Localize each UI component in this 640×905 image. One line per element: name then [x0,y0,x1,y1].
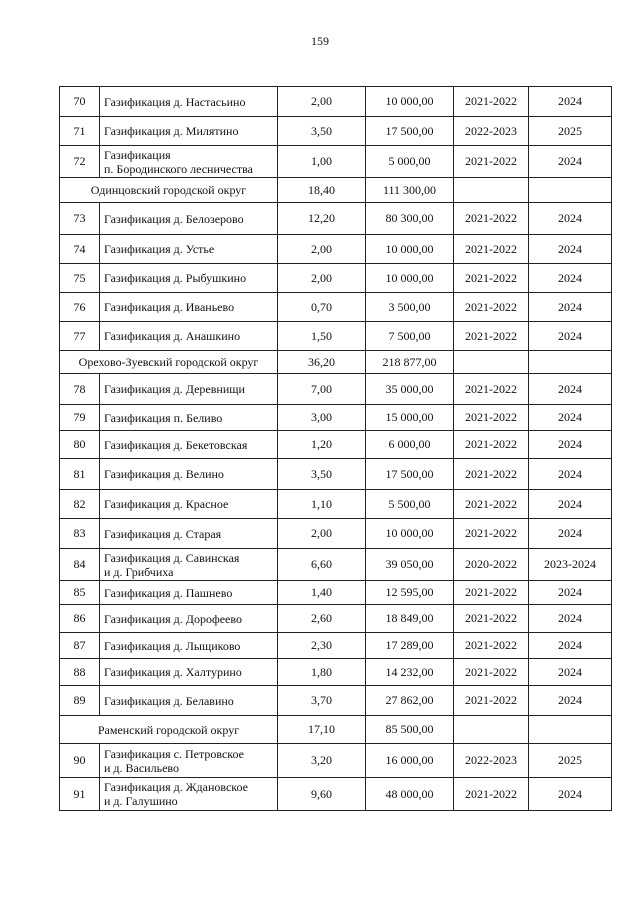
completion-year: 2024 [529,605,612,633]
empty-cell [454,716,529,744]
object-name: Газификация д. Деревнищи [100,374,278,405]
completion-year: 2024 [529,203,612,235]
district-length: 18,40 [278,178,366,203]
cost-value: 10 000,00 [366,87,454,117]
cost-value: 6 000,00 [366,431,454,459]
row-number: 77 [60,322,100,351]
design-period: 2021-2022 [454,322,529,351]
row-number: 76 [60,293,100,322]
length-value: 2,00 [278,519,366,549]
completion-year: 2024 [529,581,612,605]
completion-year: 2024 [529,490,612,519]
cost-value: 7 500,00 [366,322,454,351]
design-period: 2021-2022 [454,490,529,519]
row-number: 90 [60,744,100,778]
completion-year: 2024 [529,459,612,490]
object-name: Газификация д. Старая [100,519,278,549]
row-number: 74 [60,235,100,264]
row-number: 88 [60,659,100,686]
empty-cell [454,178,529,203]
table-row [60,322,612,351]
table-row [60,605,612,633]
table-body [60,87,612,811]
row-number: 87 [60,633,100,659]
cost-value: 18 849,00 [366,605,454,633]
object-name: Газификация д. Ждановское и д. Галушино [100,778,278,811]
table-row [60,431,612,459]
row-number: 82 [60,490,100,519]
completion-year: 2023-2024 [529,549,612,581]
empty-cell [529,716,612,744]
design-period: 2021-2022 [454,659,529,686]
length-value: 1,50 [278,322,366,351]
design-period: 2021-2022 [454,519,529,549]
cost-value: 10 000,00 [366,235,454,264]
completion-year: 2024 [529,235,612,264]
table-row [60,405,612,431]
length-value: 3,20 [278,744,366,778]
cost-value: 10 000,00 [366,264,454,293]
table-row [60,87,612,117]
empty-cell [454,351,529,374]
district-cost: 85 500,00 [366,716,454,744]
row-number: 84 [60,549,100,581]
object-name: Газификация с. Петровское и д. Васильево [100,744,278,778]
row-number: 85 [60,581,100,605]
design-period: 2021-2022 [454,264,529,293]
length-value: 6,60 [278,549,366,581]
row-number: 70 [60,87,100,117]
object-name: Газификация д. Иваньево [100,293,278,322]
cost-value: 10 000,00 [366,519,454,549]
design-period: 2021-2022 [454,459,529,490]
length-value: 1,00 [278,146,366,178]
cost-value: 17 289,00 [366,633,454,659]
design-period: 2021-2022 [454,235,529,264]
row-number: 78 [60,374,100,405]
cost-value: 48 000,00 [366,778,454,811]
length-value: 2,00 [278,87,366,117]
district-cost: 111 300,00 [366,178,454,203]
cost-value: 17 500,00 [366,117,454,146]
cost-value: 35 000,00 [366,374,454,405]
district-subtotal-row [60,178,612,203]
completion-year: 2024 [529,87,612,117]
design-period: 2021-2022 [454,778,529,811]
completion-year: 2024 [529,431,612,459]
table-row [60,117,612,146]
table-row [60,490,612,519]
district-name: Одинцовский городской округ [60,178,278,203]
object-name: Газификация д. Настасьино [100,87,278,117]
object-name: Газификация п. Бородинского лесничества [100,146,278,178]
row-number: 75 [60,264,100,293]
cost-value: 80 300,00 [366,203,454,235]
table-row [60,374,612,405]
length-value: 0,70 [278,293,366,322]
object-name: Газификация п. Беливо [100,405,278,431]
table-row [60,659,612,686]
length-value: 1,40 [278,581,366,605]
completion-year: 2025 [529,744,612,778]
table-row [60,264,612,293]
gasification-table [59,86,612,811]
design-period: 2022-2023 [454,117,529,146]
object-name: Газификация д. Устье [100,235,278,264]
table-row [60,549,612,581]
table-row [60,235,612,264]
table-row [60,686,612,716]
design-period: 2021-2022 [454,293,529,322]
row-number: 91 [60,778,100,811]
length-value: 12,20 [278,203,366,235]
table-row [60,581,612,605]
row-number: 86 [60,605,100,633]
length-value: 1,10 [278,490,366,519]
cost-value: 39 050,00 [366,549,454,581]
object-name: Газификация д. Лыщиково [100,633,278,659]
length-value: 3,70 [278,686,366,716]
cost-value: 5 000,00 [366,146,454,178]
table-row [60,146,612,178]
completion-year: 2024 [529,633,612,659]
length-value: 9,60 [278,778,366,811]
completion-year: 2024 [529,374,612,405]
table-row [60,519,612,549]
object-name: Газификация д. Дорофеево [100,605,278,633]
district-name: Раменский городской округ [60,716,278,744]
design-period: 2021-2022 [454,605,529,633]
completion-year: 2024 [529,293,612,322]
object-name: Газификация д. Красное [100,490,278,519]
cost-value: 12 595,00 [366,581,454,605]
design-period: 2021-2022 [454,431,529,459]
length-value: 7,00 [278,374,366,405]
table-row [60,778,612,811]
row-number: 89 [60,686,100,716]
object-name: Газификация д. Милятино [100,117,278,146]
row-number: 79 [60,405,100,431]
district-length: 17,10 [278,716,366,744]
table-row [60,203,612,235]
row-number: 83 [60,519,100,549]
district-subtotal-row [60,716,612,744]
district-subtotal-row [60,351,612,374]
object-name: Газификация д. Халтурино [100,659,278,686]
design-period: 2021-2022 [454,405,529,431]
completion-year: 2024 [529,264,612,293]
completion-year: 2024 [529,659,612,686]
district-length: 36,20 [278,351,366,374]
design-period: 2020-2022 [454,549,529,581]
cost-value: 3 500,00 [366,293,454,322]
completion-year: 2024 [529,778,612,811]
completion-year: 2024 [529,519,612,549]
length-value: 1,20 [278,431,366,459]
object-name: Газификация д. Пашнево [100,581,278,605]
length-value: 2,00 [278,264,366,293]
empty-cell [529,178,612,203]
cost-value: 16 000,00 [366,744,454,778]
cost-value: 5 500,00 [366,490,454,519]
length-value: 3,50 [278,459,366,490]
object-name: Газификация д. Савинская и д. Грибчиха [100,549,278,581]
object-name: Газификация д. Бекетовская [100,431,278,459]
length-value: 2,60 [278,605,366,633]
design-period: 2021-2022 [454,686,529,716]
table-row [60,744,612,778]
length-value: 3,00 [278,405,366,431]
row-number: 71 [60,117,100,146]
design-period: 2021-2022 [454,146,529,178]
design-period: 2021-2022 [454,633,529,659]
table-row [60,459,612,490]
design-period: 2021-2022 [454,87,529,117]
cost-value: 15 000,00 [366,405,454,431]
object-name: Газификация д. Анашкино [100,322,278,351]
object-name: Газификация д. Белавино [100,686,278,716]
cost-value: 27 862,00 [366,686,454,716]
completion-year: 2024 [529,686,612,716]
empty-cell [529,351,612,374]
length-value: 3,50 [278,117,366,146]
district-name: Орехово-Зуевский городской округ [60,351,278,374]
row-number: 73 [60,203,100,235]
completion-year: 2025 [529,117,612,146]
length-value: 1,80 [278,659,366,686]
object-name: Газификация д. Рыбушкино [100,264,278,293]
table-row [60,633,612,659]
length-value: 2,00 [278,235,366,264]
design-period: 2021-2022 [454,203,529,235]
cost-value: 17 500,00 [366,459,454,490]
design-period: 2022-2023 [454,744,529,778]
length-value: 2,30 [278,633,366,659]
district-cost: 218 877,00 [366,351,454,374]
design-period: 2021-2022 [454,374,529,405]
completion-year: 2024 [529,405,612,431]
page-number: 159 [311,34,329,48]
table-row [60,293,612,322]
cost-value: 14 232,00 [366,659,454,686]
design-period: 2021-2022 [454,581,529,605]
object-name: Газификация д. Белозерово [100,203,278,235]
object-name: Газификация д. Велино [100,459,278,490]
row-number: 80 [60,431,100,459]
row-number: 81 [60,459,100,490]
completion-year: 2024 [529,146,612,178]
completion-year: 2024 [529,322,612,351]
row-number: 72 [60,146,100,178]
